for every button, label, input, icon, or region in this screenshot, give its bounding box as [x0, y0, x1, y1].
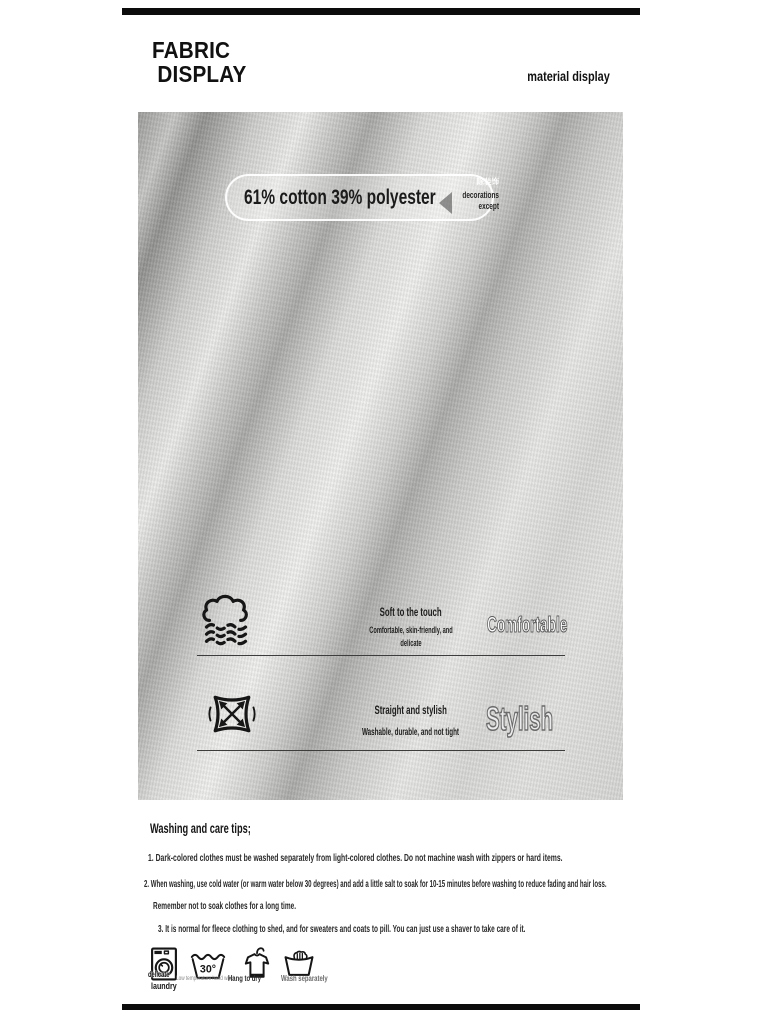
care-icon-overlay-label: delicate — [148, 970, 170, 979]
care-icon-label: Low temperature hand wash — [176, 975, 236, 982]
page-title — [152, 38, 257, 86]
composition-note-line1: decorations — [462, 190, 499, 201]
care-icon-label: Hang to dry — [228, 973, 262, 983]
feature-desc-1a: Comfortable, skin-friendly, and — [369, 625, 453, 636]
composition-note-cn: 除装饰 — [476, 177, 499, 186]
care-tip: Remember not to soak clothes for a long time. — [153, 901, 297, 912]
feature-tag-comfortable: Comfortable — [487, 612, 568, 637]
divider — [197, 750, 565, 751]
care-tip: 3. It is normal for fleece clothing to shed, and for sweaters and coats to pill. You can just use a shaver to take care of it. — [158, 924, 526, 935]
composition-note — [429, 176, 499, 212]
care-tip: 2. When washing, use cold water (or warm water below 30 degrees) and add a little salt to soak for 10-15 minutes before washing to reduce fading and hair loss. — [144, 878, 607, 890]
top-accent-bar — [122, 8, 640, 15]
feature-title-1: Soft to the touch — [380, 605, 442, 619]
feature-desc-1b: delicate — [400, 638, 422, 649]
feature-tag-stylish: Stylish — [486, 700, 554, 737]
page-title-line2: DISPLAY — [157, 61, 247, 87]
composition-note-line2: except — [478, 201, 499, 212]
care-heading: Washing and care tips; — [150, 820, 251, 836]
feature-title-2: Straight and stylish — [374, 703, 447, 717]
care-icon-label: Wash separately — [281, 973, 328, 983]
stretch-arrows-icon — [204, 686, 260, 742]
divider — [197, 655, 565, 656]
temperature-label: 30° — [199, 963, 217, 976]
feature-text-1 — [311, 603, 511, 650]
care-icon-label: laundry — [151, 981, 177, 992]
page-subtitle: material display — [527, 68, 610, 84]
fabric-photo — [138, 112, 623, 800]
feature-desc-2: Washable, durable, and not tight — [361, 726, 460, 738]
cloud-soft-icon — [198, 590, 255, 647]
composition-text: 61% cotton 39% polyester — [244, 185, 436, 209]
bottom-accent-bar — [122, 1004, 640, 1010]
care-tip: 1. Dark-colored clothes must be washed separately from light-colored clothes. Do not machine wash with zippers or hard items. — [148, 852, 563, 864]
page-title-line1: FABRIC — [152, 37, 231, 63]
